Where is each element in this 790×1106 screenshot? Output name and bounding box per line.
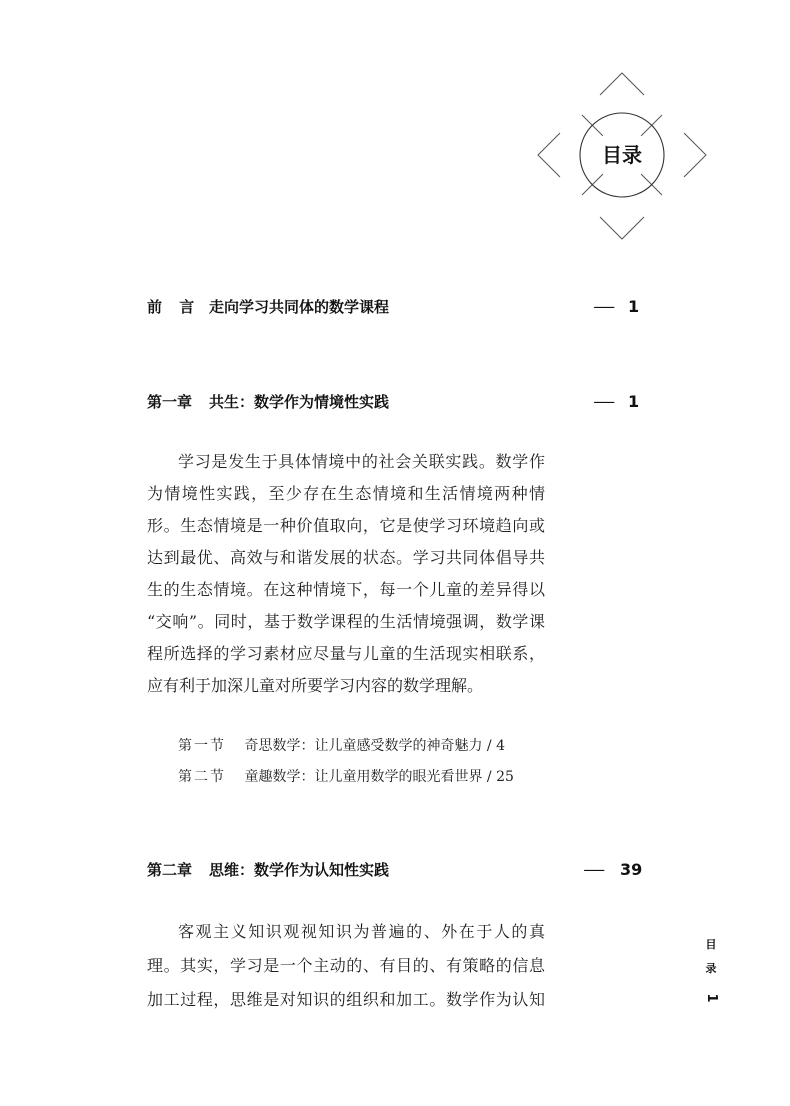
toc-leader-dash: — bbox=[593, 392, 616, 411]
emblem-chevron-bottom bbox=[600, 217, 644, 239]
chapter2-summary bbox=[147, 915, 545, 1017]
toc-entry-chapter1[interactable] bbox=[147, 391, 647, 413]
toc-entry-title: 思维：数学作为认知性实践 bbox=[209, 861, 390, 879]
emblem-title: 目录 bbox=[602, 143, 642, 167]
emblem-chevron-top bbox=[600, 73, 644, 95]
section-label: 第二节 bbox=[178, 769, 226, 785]
toc-entry-label: 第二章 bbox=[147, 861, 193, 879]
section-label: 第一节 bbox=[178, 738, 226, 754]
paragraph-line: 形。生态情境是一种价值取向，它是使学习环境趋向或 bbox=[147, 516, 545, 535]
paragraph-line: 生的生态情境。在这种情境下，每一个儿童的差异得以 bbox=[147, 580, 545, 599]
toc-section-2[interactable] bbox=[178, 762, 598, 793]
paragraph-line: 客观主义知识观视知识为普遍的、外在于人的真 bbox=[178, 922, 545, 941]
toc-leader-dash: — bbox=[593, 297, 616, 316]
toc-leader-dash: — bbox=[583, 860, 606, 879]
paragraph-line: 加工过程，思维是对知识的组织和加工。数学作为认知 bbox=[147, 990, 545, 1009]
chapter1-sections bbox=[178, 731, 598, 793]
toc-entry-preface[interactable] bbox=[147, 296, 647, 318]
toc-entry-label: 第一章 bbox=[147, 393, 193, 411]
chapter1-summary bbox=[147, 446, 545, 702]
paragraph-line: 为情境性实践，至少存在生态情境和生活情境两种情 bbox=[147, 484, 545, 503]
running-head-char: 目 bbox=[705, 938, 717, 951]
section-title: 童趣数学：让儿童用数学的眼光看世界 / 25 bbox=[244, 769, 514, 785]
toc-entry-title: 走向学习共同体的数学课程 bbox=[209, 298, 390, 316]
toc-section-1[interactable] bbox=[178, 731, 598, 762]
running-head-char: 录 bbox=[705, 962, 717, 975]
paragraph-line: 学习是发生于具体情境中的社会关联实践。数学作 bbox=[178, 452, 545, 471]
section-title: 奇思数学：让儿童感受数学的神奇魅力 / 4 bbox=[244, 738, 505, 754]
paragraph-line: 理。其实，学习是一个主动的、有目的、有策略的信息 bbox=[147, 956, 545, 975]
toc-page-number: 39 bbox=[620, 860, 643, 879]
paragraph-line: 程所选择的学习素材应尽量与儿童的生活现实相联系， bbox=[147, 644, 545, 663]
toc-entry-title: 共生：数学作为情境性实践 bbox=[209, 393, 390, 411]
paragraph-line: 达到最优、高效与和谐发展的状态。学习共同体倡导共 bbox=[147, 548, 545, 567]
toc-page-number: 1 bbox=[628, 297, 640, 316]
paragraph-line: 应有利于加深儿童对所要学习内容的数学理解。 bbox=[147, 676, 484, 695]
toc-entry-label: 前 言 bbox=[147, 298, 201, 316]
toc-page-number: 1 bbox=[628, 392, 640, 411]
folio-page-number: 1 bbox=[704, 993, 719, 1003]
paragraph-line: “交响”。同时，基于数学课程的生活情境强调，数学课 bbox=[147, 612, 545, 631]
toc-entry-chapter2[interactable] bbox=[147, 859, 647, 881]
toc-emblem bbox=[527, 60, 717, 250]
